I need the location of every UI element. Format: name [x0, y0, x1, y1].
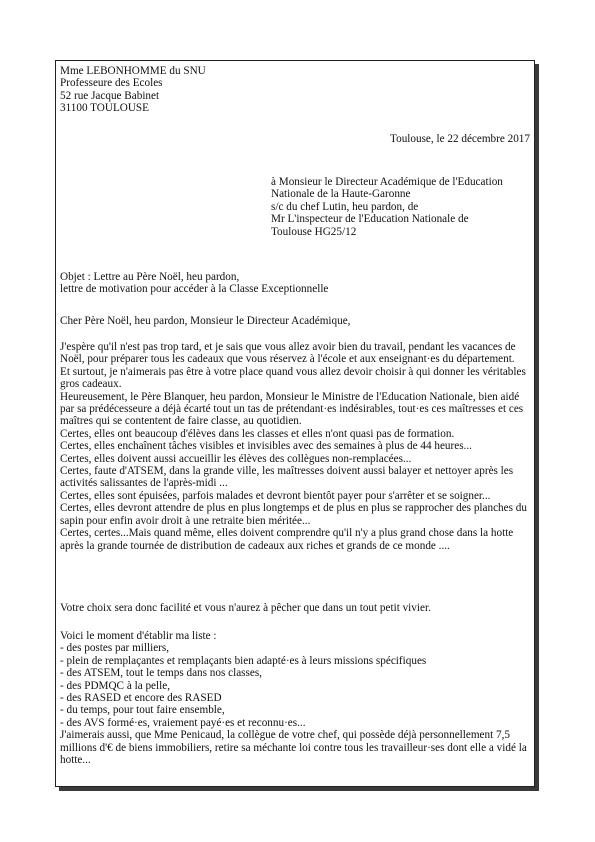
recipient-line: Nationale de la Haute-Garonne: [271, 188, 411, 201]
body-paragraph: Certes, elles doivent aussi accueillir les élèves des collègues non-remplacées...: [60, 452, 412, 465]
body-paragraph: Certes, elles enchaînent tâches visibles et invisibles avec des semaines à plus de 44 heures...: [60, 440, 472, 453]
choice-sentence: Votre choix sera donc facilité et vous n'aurez à pêcher que dans un tout petit vivier.: [60, 602, 431, 614]
list-item: - des ATSEM, tout le temps dans nos classes,: [60, 667, 262, 680]
recipient-line: s/c du chef Lutin, heu pardon, de: [271, 200, 419, 213]
recipient-line: à Monsieur le Directeur Académique de l'Education: [271, 176, 503, 188]
object-line: lettre de motivation pour accéder à la Classe Exceptionnelle: [60, 283, 329, 296]
recipient-address: [271, 176, 531, 238]
letter-page: [55, 60, 535, 787]
list-item: - plein de remplaçantes et remplaçants bien adapté·es à leurs missions spécifiques: [60, 654, 427, 667]
wish-list: [60, 642, 530, 729]
sender-title: Professeure des Ecoles: [60, 77, 163, 90]
letter-date: Toulouse, le 22 décembre 2017: [390, 133, 530, 145]
body-paragraph: Heureusement, le Père Blanquer, heu pardon, Monsieur le Ministre de l'Education Nationale, bien aidé par sa prédécesseure a déjà écarté tout un tas de prétendant·es indésirables, tout·es ces maîtresses et ces maîtres qui se contentent de faire classe, au quotidien.: [60, 390, 524, 428]
body-paragraph: Certes, faute d'ATSEM, dans la grande ville, les maîtresses doivent aussi balayer et nettoyer après les activités salissantes de l'après-midi ...: [60, 465, 514, 490]
list-item: - du temps, pour tout faire ensemble,: [60, 704, 225, 717]
body-paragraph: J'espère qu'il n'est pas trop tard, et je sais que vous allez avoir bien du travail, pendant les vacances de Noël, pour préparer tous les cadeaux que vous réservez à l'école et aux enseignant·es du département.: [60, 341, 516, 366]
body-paragraph: Certes, elles sont épuisées, parfois malades et devront bientôt payer pour s'arrêter et se soigner...: [60, 489, 491, 502]
sender-address: [60, 65, 530, 115]
recipient-line: Toulouse HG25/12: [271, 225, 357, 238]
letter-object: [60, 271, 530, 296]
sender-street: 52 rue Jacque Babinet: [60, 89, 160, 102]
body-paragraph: Certes, elles devront attendre de plus en plus longtemps et de plus en plus se rapprocher des planches du sapin pour enfin avoir droit à une retraite bien méritée...: [60, 502, 527, 527]
list-item: - des RASED et encore des RASED: [60, 692, 222, 705]
wish-list-section: [60, 630, 530, 766]
recipient-line: Mr L'inspecteur de l'Education Nationale de: [271, 213, 469, 226]
salutation: Cher Père Noël, heu pardon, Monsieur le Directeur Académique,: [60, 315, 351, 327]
body-paragraph: Certes, elles ont beaucoup d'élèves dans les classes et elles n'ont quasi pas de formation.: [60, 427, 455, 440]
body-paragraph: Et surtout, je n'aimerais pas être à votre place quand vous allez devoir choisir à qui donner les véritables gros cadeaux.: [60, 365, 526, 391]
list-intro: Voici le moment d'établir ma liste :: [60, 630, 217, 642]
object-line: Objet : Lettre au Père Noël, heu pardon,: [60, 271, 240, 283]
list-item: - des PDMQC à la pelle,: [60, 679, 170, 692]
closing-paragraph: J'aimerais aussi, que Mme Penicaud, la collègue de votre chef, qui possède déjà personnellement 7,5 millions d'€ de biens immobiliers, retire sa méchante loi contre tous les travailleur·ses dont elle a vidé la hotte...: [60, 729, 527, 767]
list-item: - des postes par milliers,: [60, 642, 170, 655]
list-item: - des AVS formé·es, vraiement payé·es et reconnu·es...: [60, 716, 306, 729]
sender-name: Mme LEBONHOMME du SNU: [60, 65, 206, 77]
body-paragraph: Certes, certes...Mais quand même, elles doivent comprendre qu'il n'y a plus grand chose dans la hotte après la grande tournée de distribution de cadeaux aux riches et grands de ce monde ....: [60, 527, 514, 552]
sender-city: 31100 TOULOUSE: [60, 102, 149, 115]
letter-body: [60, 341, 530, 552]
